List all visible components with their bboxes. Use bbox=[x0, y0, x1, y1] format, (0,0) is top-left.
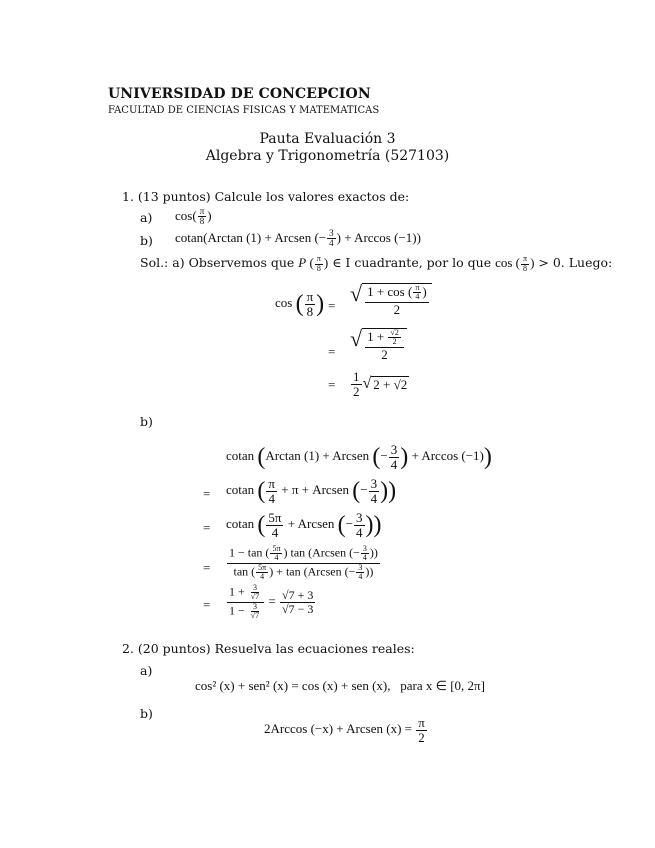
solution-a-intro: a) Observemos que bbox=[172, 255, 295, 270]
problem-2a-label: a) bbox=[140, 663, 153, 678]
tan-fraction: 1 − tan ( $\frac{5\pi}{4}$ ) tan (Arcsen (− $\frac{3}{4}$ )) tan ( $\frac{5\pi}{4}$ ) + tan (Arcsen (− $\frac{3}{4}$ )) bbox=[229, 544, 378, 582]
problem-2a-equation bbox=[195, 678, 485, 694]
equals-2: = bbox=[328, 344, 336, 359]
solution-intro: Sol.: a) Observemos que P ( $\frac{\pi}{8}$ ) ∈ I cuadrante, por lo que cos ( $\frac{\pi}{8}$ ) > 0. Luego: bbox=[140, 254, 613, 273]
solution-b-label: b) bbox=[140, 414, 153, 429]
faculty-name: FACULTAD DE CIENCIAS FISICAS Y MATEMATICAS bbox=[108, 105, 380, 116]
problem-2b-eq-text: 2Arccos (−x) + Arcsen (x) = bbox=[264, 721, 412, 737]
solution-a-text2: > 0. Luego: bbox=[538, 255, 613, 270]
equals-3: = bbox=[328, 377, 336, 392]
solution-label: Sol.: bbox=[140, 255, 169, 270]
solution-a-text1: ∈ I cuadrante, por lo que bbox=[332, 255, 492, 270]
course-title: Algebra y Trigonometría (527103) bbox=[205, 148, 450, 164]
problem-2-points: (20 puntos) bbox=[137, 641, 211, 656]
final-fraction-b: 1 + $\frac{3}{√7}$ 1 − $\frac{3}{√7}$ = $\frac{√7 + 3}{√7 - 3}$ bbox=[229, 583, 314, 621]
problem-1-statement bbox=[122, 189, 409, 204]
problem-1-text: Calcule los valores exactos de: bbox=[214, 189, 410, 204]
equals-b4: = bbox=[203, 597, 211, 612]
sqrt-expression-2: √ 1 + $\frac{√2}{2}$ 2 bbox=[350, 328, 407, 361]
cos-pi-8-lhs: cos ( $\frac{\pi}{8}$ ) bbox=[275, 289, 325, 319]
problem-1-number: 1. bbox=[122, 189, 134, 204]
cotan-line-1: cotan (Arctan (1) + Arcsen (− $\frac{3}{4}$ ) + Arccos (−1)) bbox=[226, 442, 492, 472]
equals-1: = bbox=[328, 298, 336, 313]
final-expression-1: $\frac{1}{2}$ √ 2 + √2 bbox=[353, 369, 408, 399]
problem-1-points: (13 puntos) bbox=[137, 189, 211, 204]
problem-2-number: 2. bbox=[122, 641, 134, 656]
problem-1b-label: b) bbox=[140, 233, 153, 248]
equals-b3: = bbox=[203, 560, 211, 575]
problem-2a-eq-text: cos² (x) + sen² (x) = cos (x) + sen (x), bbox=[195, 678, 391, 693]
problem-2b-label: b) bbox=[140, 706, 153, 721]
problem-2a-condition: para x ∈ [0, 2π] bbox=[400, 678, 485, 693]
equals-b1: = bbox=[203, 486, 211, 501]
sqrt-expression-1: √ 1 + cos ( $\frac{\pi}{4}$ ) 2 bbox=[350, 283, 432, 316]
problem-2b-equation: 2Arccos (−x) + Arcsen (x) = $\frac{\pi}{2}$ bbox=[264, 715, 425, 745]
problem-2-text: Resuelva las ecuaciones reales: bbox=[214, 641, 415, 656]
cotan-line-3: cotan ( $\frac{5\pi}{4}$ + Arcsen (− $\frac{3}{4}$ )) bbox=[226, 510, 382, 540]
problem-2-statement bbox=[122, 641, 415, 656]
university-name: UNIVERSIDAD DE CONCEPCION bbox=[108, 86, 371, 102]
problem-1b-expr: cotan(Arctan (1) + Arcsen (− $\frac{3}{4}$ ) + Arccos (−1)) bbox=[175, 228, 421, 249]
exam-title: Pauta Evaluación 3 bbox=[259, 131, 396, 147]
cotan-line-2: cotan ( $\frac{\pi}{4}$ + π + Arcsen (− $\frac{3}{4}$ )) bbox=[226, 476, 397, 506]
problem-1a-label: a) bbox=[140, 210, 153, 225]
equals-b2: = bbox=[203, 520, 211, 535]
problem-1a-expr: cos( $\frac{\pi}{8}$ ) bbox=[175, 206, 212, 227]
